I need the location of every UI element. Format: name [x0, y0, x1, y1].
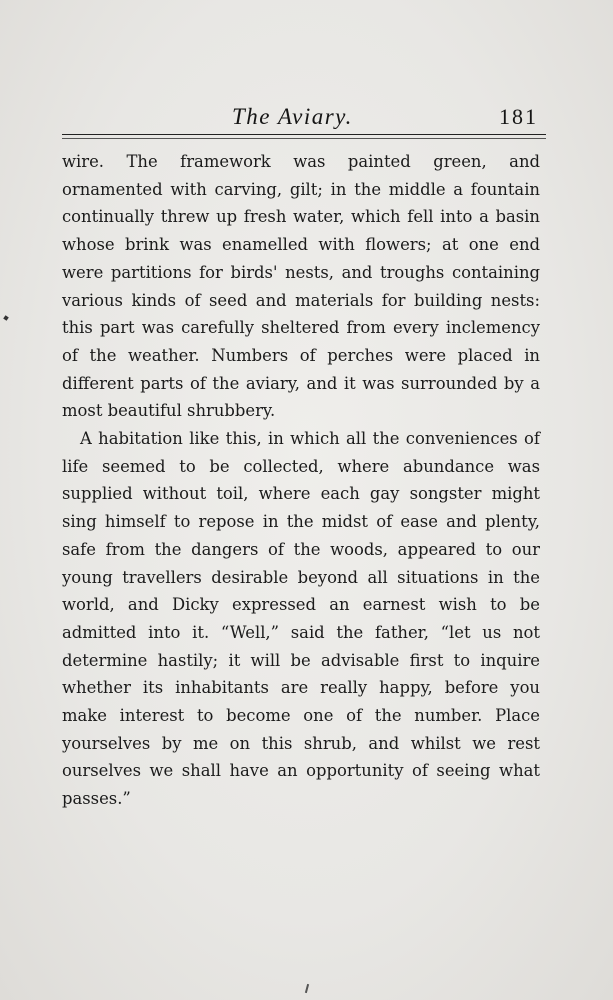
paragraph-2: A habitation like this, in which all the conveniences of life seemed to be collected, where abundance was supplied without toil, where each gay songster might sing himself to repose in the midst of ease and plenty, safe from the dangers of the woods, appeared to our young travellers desirable beyond all situations in the world, and Dicky expressed an earnest wish to be admitted into it. “Well,” said the father, “let us not determine hastily; it will be advisable first to inquire whether its inhabitants are really happy, before you make interest to become one of the number. Place yourselves by me on this shrub, and whilst we rest ourselves we shall have an opportunity of seeing what passes.” [62, 429, 540, 809]
page-number: 181 [499, 104, 538, 129]
running-head [62, 100, 546, 134]
footer-speck [305, 984, 309, 993]
margin-speck [3, 315, 9, 321]
paragraph-1: wire. The framework was painted green, and ornamented with carving, gilt; in the middle a fountain continually threw up fresh water, which fell into a basin whose brink was enamelled with flowers; at one end were partitions for birds' nests, and troughs containing various kinds of seed and materials for building nests: this part was carefully sheltered from every inclemency of the weather. Numbers of perches were placed in different parts of the aviary, and it was surrounded by a most beautiful shrubbery. [62, 152, 540, 421]
running-title: The Aviary. [232, 104, 353, 129]
header-rule [62, 134, 546, 135]
header-rule-thin [62, 138, 546, 139]
body-text [62, 148, 540, 813]
